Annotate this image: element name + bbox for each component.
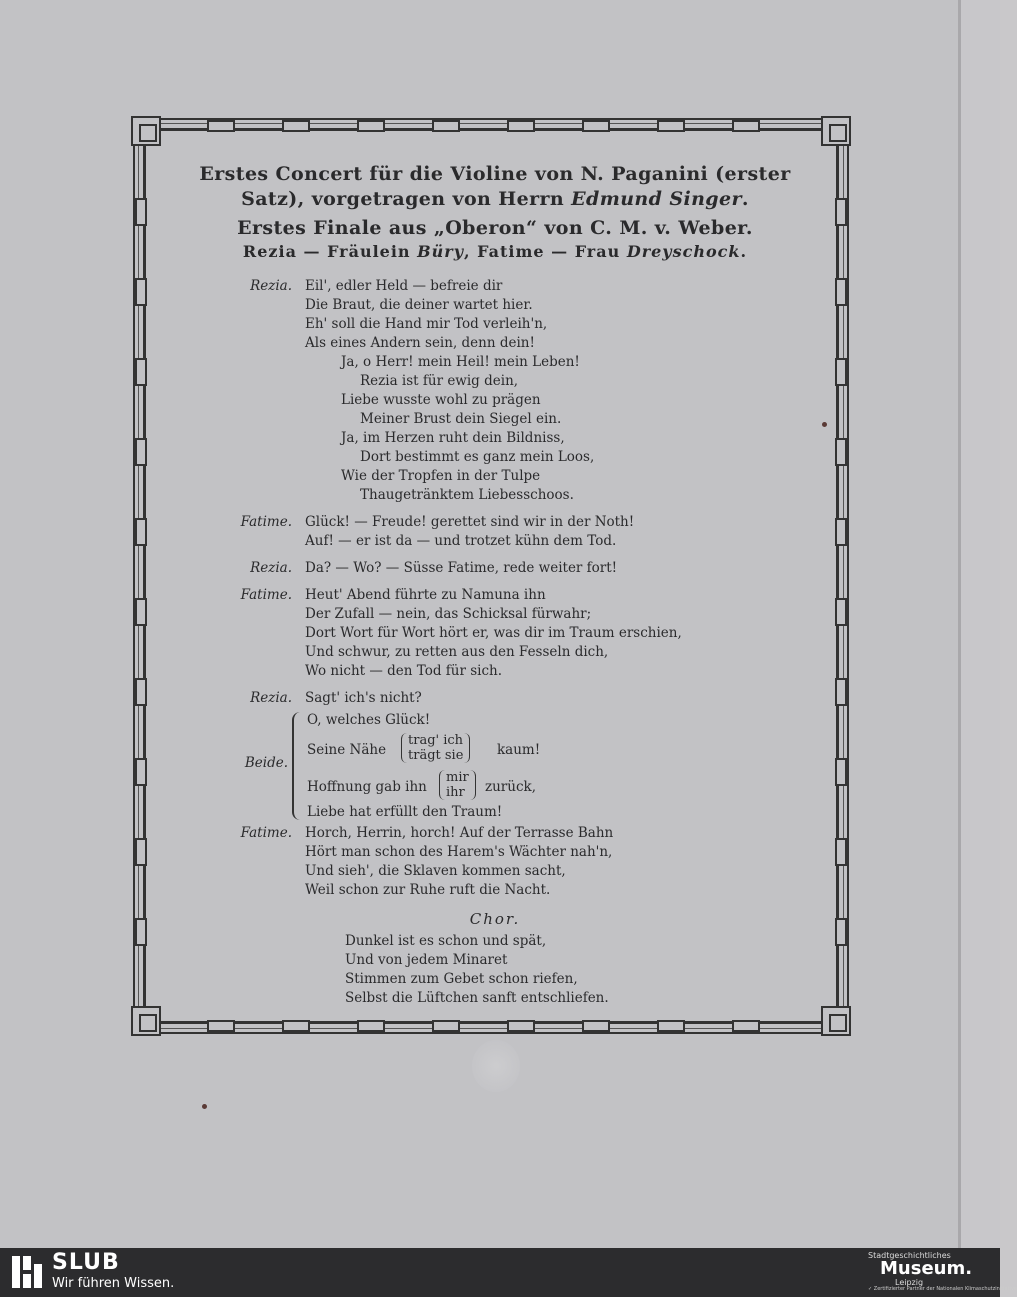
verse-line: Wie der Tropfen in der Tulpe: [341, 468, 541, 484]
verse-line: Rezia ist für ewig dein,: [360, 373, 519, 389]
verse-line: O, welches Glück!: [307, 712, 431, 728]
museum-certification: ✓ Zertifizierter Partner der Nationalen Klimaschutzinitiative: [868, 1286, 1017, 1292]
corner-ornament: [131, 1006, 161, 1036]
verse-line: Heut' Abend führte zu Namuna ihn: [305, 587, 546, 603]
verse-line: Meiner Brust dein Siegel ein.: [360, 411, 562, 427]
verse-line: Dort bestimmt es ganz mein Loos,: [360, 449, 595, 465]
speaker-label: Rezia.: [250, 560, 292, 576]
speaker-label: Fatime.: [240, 587, 292, 603]
verse-rezia-1: [160, 277, 830, 505]
verse-line-choice-1: [307, 732, 607, 770]
verse-line: Weil schon zur Ruhe ruft die Nacht.: [305, 882, 551, 898]
speaker-label: Fatime.: [240, 514, 292, 530]
speaker-label: Rezia.: [250, 690, 292, 706]
verse-line: Horch, Herrin, horch! Auf der Terrasse Bahn: [305, 825, 614, 841]
verse-line: Und sieh', die Sklaven kommen sacht,: [305, 863, 566, 879]
museum-logo-text[interactable]: Museum.: [880, 1258, 973, 1279]
verse-line: Da? — Wo? — Süsse Fatime, rede weiter fort!: [305, 560, 618, 576]
verse-line: Liebe wusste wohl zu prägen: [341, 392, 541, 408]
speaker-label: Beide.: [244, 755, 288, 771]
speaker-label: Rezia.: [250, 278, 292, 294]
alternative-brace: [439, 770, 476, 800]
cast-name-bury: Büry: [417, 242, 465, 261]
verse-line: Und von jedem Minaret: [345, 952, 508, 968]
library-stamp: [472, 1040, 520, 1092]
verse-fatime-1: [160, 513, 830, 551]
punctuation: .: [740, 242, 748, 261]
performer-name: Edmund Singer: [571, 188, 742, 210]
verse-line-choice-2: [307, 770, 607, 806]
verse-line: Thaugetränktem Liebesschoos.: [360, 487, 574, 503]
punctuation: .: [741, 188, 749, 210]
verse-line: Eil', edler Held — befreie dir: [305, 278, 503, 294]
museum-logo-subtitle: Stadtgeschichtliches: [868, 1251, 951, 1260]
verse-line: Der Zufall — nein, das Schicksal fürwahr;: [305, 606, 592, 622]
verse-beide: [160, 712, 830, 824]
cast-line: [160, 241, 830, 263]
corner-ornament: [131, 116, 161, 146]
verse-rezia-3: [160, 689, 830, 708]
cast-name-dreyschock: Dreyschock: [626, 242, 741, 261]
concert-item-line2: Satz), vorgetragen von Herrn: [241, 188, 572, 210]
verse-line: Liebe hat erfüllt den Traum!: [307, 804, 503, 820]
verse-text: zurück,: [485, 779, 536, 795]
verse-fatime-2: [160, 586, 830, 681]
viewer-footer: [0, 1248, 1017, 1297]
finale-heading: Erstes Finale aus „Oberon“ von C. M. v. Weber.: [237, 217, 753, 239]
facing-page-strip: [961, 0, 1000, 1248]
corner-ornament: [821, 116, 851, 146]
verse-line: Selbst die Lüftchen sanft entschliefen.: [345, 990, 609, 1006]
cast-role-fatime: , Fatime — Frau: [464, 242, 627, 261]
alternative-option: trag' ich: [408, 733, 464, 748]
verse-line: Als eines Andern sein, denn dein!: [305, 335, 535, 351]
museum-logo-city: Leipzig: [895, 1278, 924, 1287]
speaker-label: Fatime.: [240, 825, 292, 841]
cast-role-rezia: Rezia — Fräulein: [242, 242, 418, 261]
concert-item-line1: Erstes Concert für die Violine von N. Paganini (erster: [199, 163, 791, 185]
paper-speck: [202, 1104, 207, 1109]
chorus-heading: Chor.: [469, 910, 521, 928]
voice-bracket: [292, 712, 304, 820]
verse-line: Dort Wort für Wort hört er, was dir im Traum erschien,: [305, 625, 682, 641]
verse-text: Seine Nähe: [307, 742, 387, 758]
alternative-brace: [401, 733, 470, 763]
verse-line: Auf! — er ist da — und trotzet kühn dem Tod.: [305, 533, 617, 549]
verse-line: Eh' soll die Hand mir Tod verleih'n,: [305, 316, 548, 332]
verse-line: Die Braut, die deiner wartet hier.: [305, 297, 533, 313]
slub-tagline: Wir führen Wissen.: [52, 1276, 175, 1291]
verse-line: Sagt' ich's nicht?: [305, 690, 422, 706]
verse-fatime-3: [160, 824, 830, 900]
alternative-option: ihr: [446, 785, 465, 800]
slub-logo-icon[interactable]: [12, 1256, 42, 1288]
verse-rezia-2: [160, 559, 830, 578]
verse-line: Und schwur, zu retten aus den Fesseln dich,: [305, 644, 609, 660]
verse-text: Hoffnung gab ihn: [307, 779, 427, 795]
verse-chorus: [345, 932, 830, 1008]
verse-line: Ja, im Herzen ruht dein Bildniss,: [341, 430, 565, 446]
verse-line: Ja, o Herr! mein Heil! mein Leben!: [341, 354, 580, 370]
concert-item-heading: [160, 162, 830, 212]
slub-logo-text[interactable]: SLUB: [52, 1250, 120, 1275]
alternative-option: mir: [446, 770, 469, 785]
verse-line: Hört man schon des Harem's Wächter nah'n,: [305, 844, 613, 860]
verse-text: kaum!: [497, 742, 541, 758]
verse-line: Wo nicht — den Tod für sich.: [305, 663, 503, 679]
verse-line: Glück! — Freude! gerettet sind wir in der Noth!: [305, 514, 635, 530]
verse-line: Dunkel ist es schon und spät,: [345, 933, 547, 949]
program-content: [160, 162, 830, 1022]
verse-line: Stimmen zum Gebet schon riefen,: [345, 971, 578, 987]
alternative-option: trägt sie: [408, 748, 464, 763]
